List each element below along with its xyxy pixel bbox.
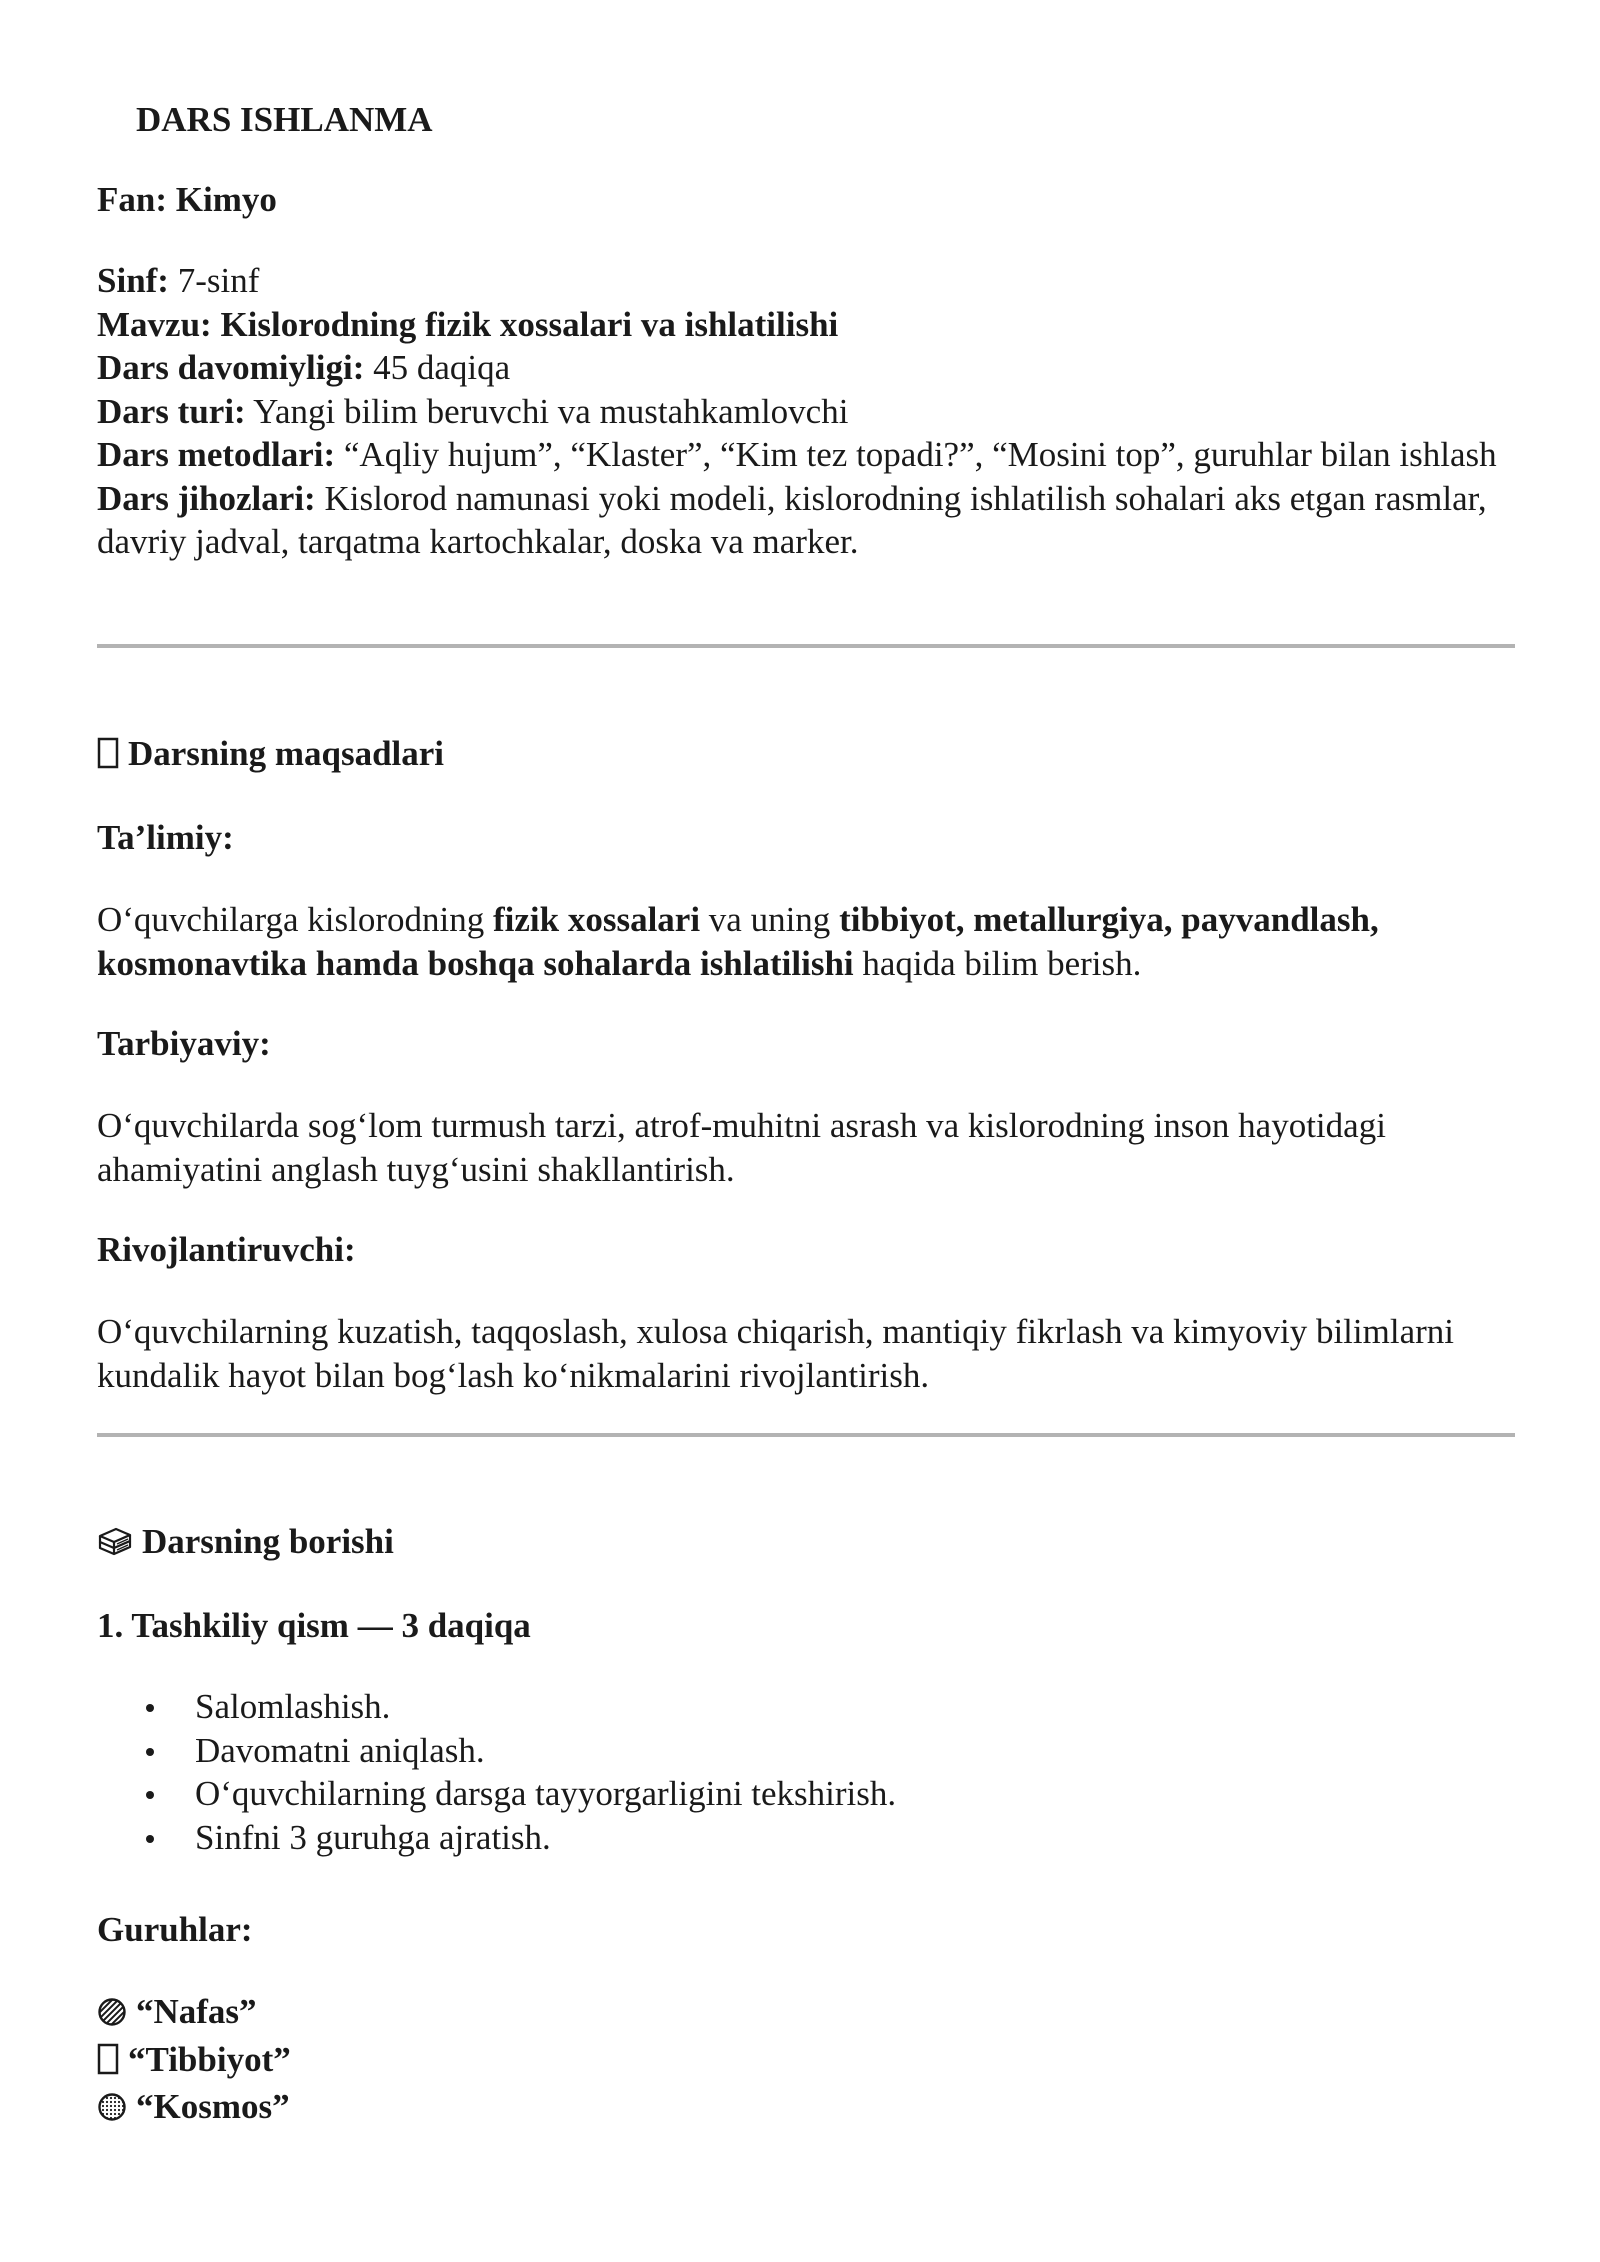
hatched-circle-icon [97, 1994, 127, 2038]
grade-line [97, 259, 1517, 303]
group-item [97, 2085, 1517, 2133]
group-item [97, 2038, 1517, 2086]
upbringing-goal-label: Tarbiyaviy: [97, 1024, 271, 1063]
goals-heading [97, 732, 1517, 779]
duration-line [97, 346, 1517, 390]
equipment-label: Dars jihozlari: [97, 478, 316, 518]
topic-value: Kislorodning fizik xossalari va ishlatilishi [211, 304, 839, 344]
section-divider [97, 644, 1515, 648]
groups-label: Guruhlar: [97, 1910, 253, 1949]
lesson-type-label: Dars turi: [97, 391, 246, 431]
group-name: “Kosmos” [136, 2087, 290, 2126]
subject-label: Fan: [97, 180, 167, 219]
topic-line [97, 303, 1517, 347]
lesson-type-line [97, 390, 1517, 434]
list-item: O‘quvchilarning darsga tayyorgarligini tekshirish. [97, 1772, 1517, 1816]
grade-label: Sinf: [97, 261, 169, 300]
list-item: Sinfni 3 guruhga ajratish. [97, 1816, 1517, 1860]
developmental-goal-label: Rivojlantiruvchi: [97, 1230, 356, 1269]
educational-goal-label: Ta’limiy: [97, 818, 234, 857]
document-title: DARS ISHLANMA [136, 100, 433, 139]
duration-label: Dars davomiyligi: [97, 348, 365, 387]
organizational-step-list [97, 1685, 1517, 1859]
dotted-circle-icon [97, 2089, 127, 2133]
educational-goal-text-part: va uning [700, 900, 840, 939]
educational-goal-emphasis: tibbiyot, metallurgiya, payvandlash, kosmonavtika hamda boshqa sohalarda ishlatilishi [97, 900, 1379, 983]
groups-list [97, 1990, 1517, 2133]
methods-value: “Aqliy hujum”, “Klaster”, “Kim tez topadi?”, “Mosini top”, guruhlar bilan ishlash [335, 435, 1497, 474]
books-icon [97, 1524, 133, 1567]
topic-label: Mavzu: [97, 304, 212, 344]
equipment-line [97, 477, 1517, 564]
duration-value: 45 daqiqa [364, 348, 511, 387]
developmental-goal-text: O‘quvchilarning kuzatish, taqqoslash, xulosa chiqarish, mantiqiy fikrlash va kimyoviy bilimlarni kundalik hayot bilan bog‘lash ko‘nikmalarini rivojlantirish. [97, 1312, 1454, 1395]
educational-goal-text-part: haqida bilim berish. [853, 943, 1142, 983]
list-item: Davomatni aniqlash. [97, 1729, 1517, 1773]
list-item: Salomlashish. [97, 1685, 1517, 1729]
educational-goal-emphasis: fizik xossalari [492, 900, 701, 939]
methods-line [97, 433, 1517, 477]
group-item [97, 1990, 1517, 2038]
lesson-meta [97, 259, 1517, 564]
grade-value: 7-sinf [168, 261, 260, 300]
equipment-value: Kislorod namunasi yoki modeli, kislorodning ishlatilish sohalari aks etgan rasmlar, davriy jadval, tarqatma kartochkalar, doska va marker. [97, 478, 1487, 561]
target-icon [97, 736, 119, 779]
educational-goal-text-part: O‘quvchilarga kislorodning [97, 900, 493, 939]
lesson-type-value: Yangi bilim beruvchi va mustahkamlovchi [245, 391, 849, 431]
subject-value: Kimyo [175, 180, 277, 219]
educational-goal-text [97, 898, 1517, 985]
missing-glyph-icon [97, 2042, 119, 2086]
process-heading [97, 1520, 1517, 1567]
subject-line [97, 178, 1517, 221]
organizational-step-heading: 1. Tashkiliy qism — 3 daqiqa [97, 1606, 531, 1645]
upbringing-goal-text: O‘quvchilarda sog‘lom turmush tarzi, atrof-muhitni asrash va kislorodning inson hayotidagi ahamiyatini anglash tuyg‘usini shakllantirish. [97, 1106, 1386, 1189]
methods-label: Dars metodlari: [97, 435, 336, 474]
process-heading-text: Darsning borishi [142, 1522, 394, 1561]
goals-heading-text: Darsning maqsadlari [128, 734, 445, 773]
group-name: “Nafas” [136, 1992, 257, 2031]
section-divider [97, 1433, 1515, 1437]
group-name: “Tibbiyot” [128, 2039, 291, 2079]
